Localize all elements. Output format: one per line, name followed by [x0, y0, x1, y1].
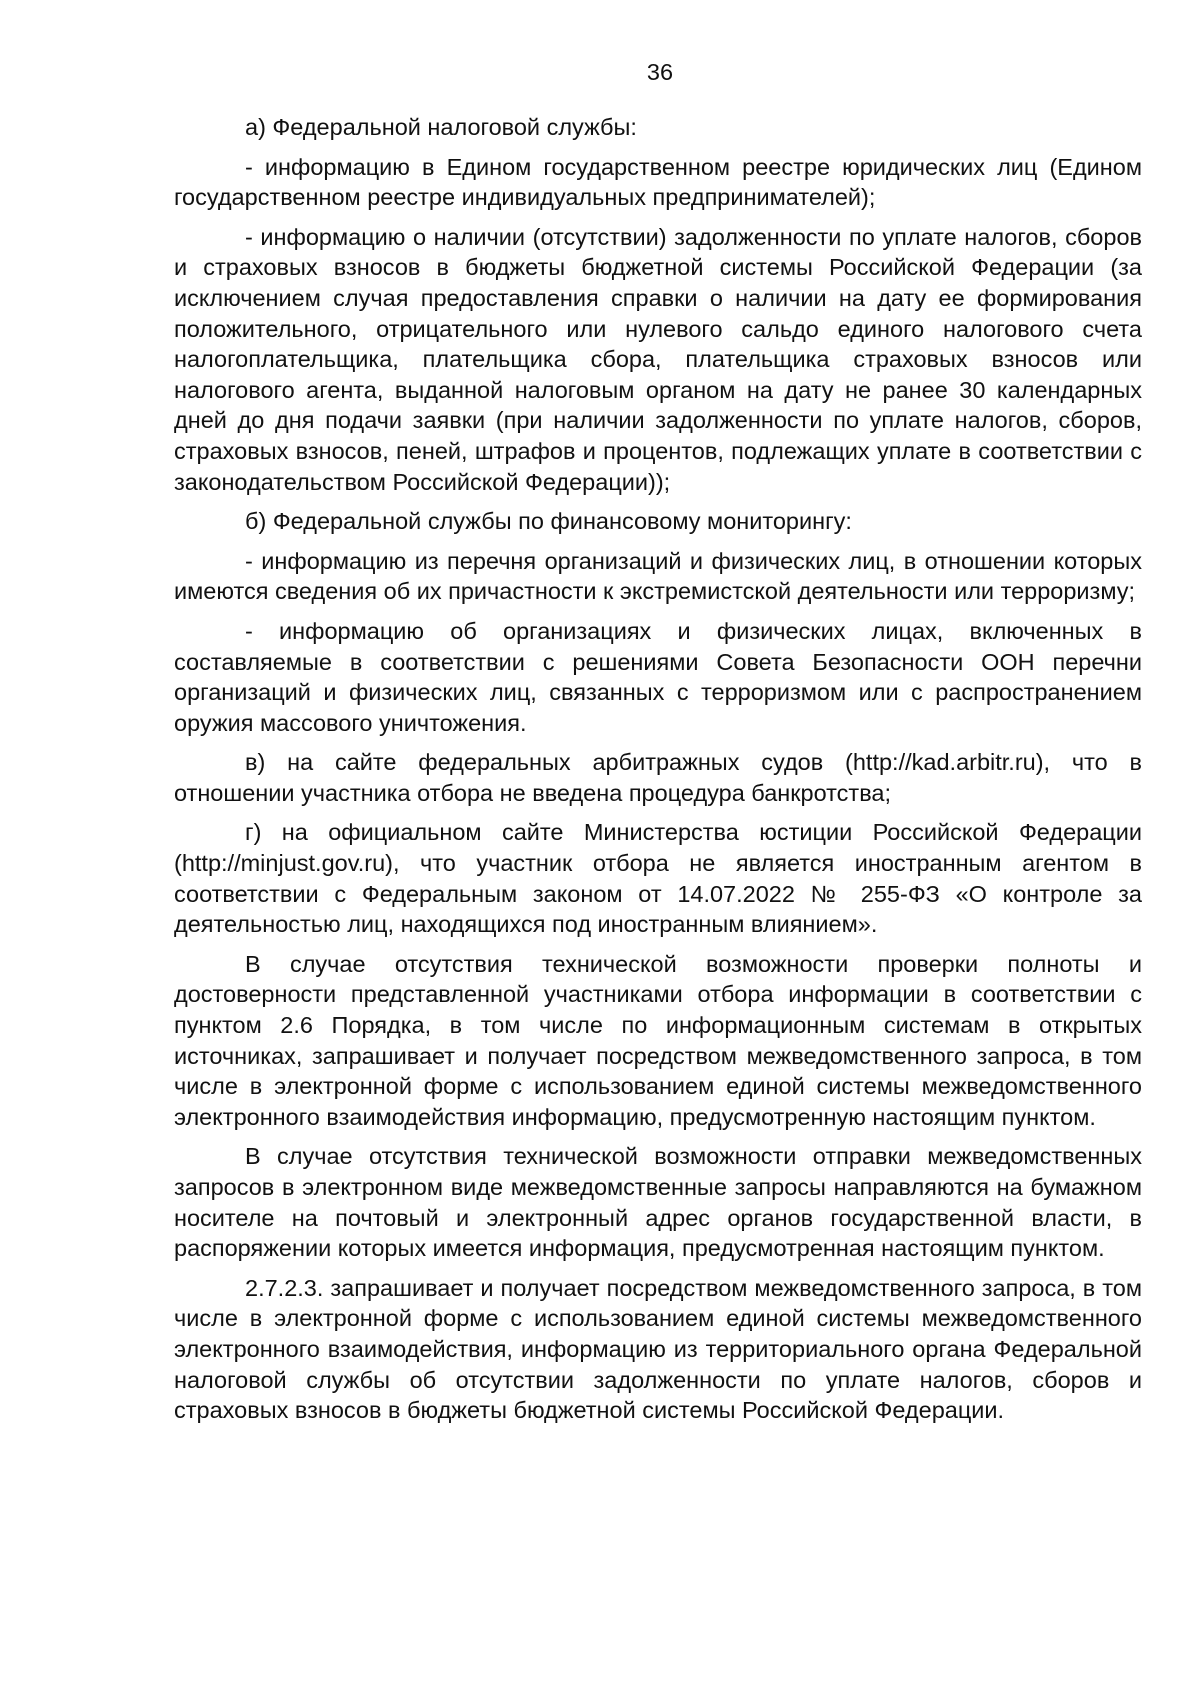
paragraph-tax-debt-info: - информацию о наличии (отсутствии) задолженности по уплате налогов, сборов и страховых взносов в бюджеты бюджетной системы Российской Федерации (за исключением случая предоставления справки о наличии на дату ее формирования положительного, отрицательного или нулевого сальдо единого налогового счета налогоплательщика, плательщика сбора, плательщика страховых взносов или налогового агента, выданной налоговым органом на дату не ранее 30 календарных дней до дня подачи заявки (при наличии задолженности по уплате налогов, сборов, страховых взносов, пеней, штрафов и процентов, подлежащих уплате в соответствии с законодательством Российской Федерации));	[174, 223, 1142, 495]
paragraph-fns-heading: а) Федеральной налоговой службы:	[245, 114, 637, 140]
paragraph-minjust-foreign-agent: г) на официальном сайте Министерства юстиции Российской Федерации (http://minjust.gov.ru), что участник отбора не является иностранным агентом в соответствии с Федеральным законом от 14.07.2022 № 255-ФЗ «О контроле за деятельностью лиц, находящихся под иностранным влиянием».	[174, 819, 1142, 938]
page-number: 36	[646, 59, 674, 85]
paragraph-egrul-info: - информацию в Едином государственном реестре юридических лиц (Едином государственном реестре индивидуальных предпринимателей);	[174, 153, 1142, 211]
paragraph-extremism-list: - информацию из перечня организаций и физических лиц, в отношении которых имеются сведения об их причастности к экстремистской деятельности или терроризму;	[174, 547, 1142, 605]
paragraph-un-security-council-list: - информацию об организациях и физических лицах, включенных в составляемые в соответствии с решениями Совета Безопасности ООН перечни организаций и физических лиц, связанных с терроризмом или с распространением оружия массового уничтожения.	[174, 617, 1142, 736]
paragraph-2-7-2-3: 2.7.2.3. запрашивает и получает посредством межведомственного запроса, в том числе в электронной форме с использованием единой системы межведомственного электронного взаимодействия, информацию из территориального органа Федеральной налоговой службы об отсутствии задолженности по уплате налогов, сборов и страховых взносов в бюджеты бюджетной системы Российской Федерации.	[174, 1274, 1142, 1424]
paragraph-paper-requests: В случае отсутствия технической возможности отправки межведомственных запросов в электронном виде межведомственные запросы направляются на бумажном носителе на почтовый и электронный адрес органов государственной власти, в распоряжении которых имеется информация, предусмотренная настоящим пунктом.	[174, 1143, 1142, 1262]
document-body	[174, 112, 1142, 1435]
paragraph-rosfinmonitoring-heading: б) Федеральной службы по финансовому мониторингу:	[245, 508, 852, 535]
paragraph-arbitration-courts: в) на сайте федеральных арбитражных судов (http://kad.arbitr.ru), что в отношении участника отбора не введена процедура банкротства;	[174, 749, 1142, 806]
paragraph-no-technical-verification: В случае отсутствия технической возможности проверки полноты и достоверности представленной участниками отбора информации в соответствии с пунктом 2.6 Порядка, в том числе по информационным системам в открытых источниках, запрашивает и получает посредством межведомственного запроса, в том числе в электронной форме с использованием единой системы межведомственного электронного взаимодействия информацию, предусмотренную настоящим пунктом.	[174, 950, 1142, 1130]
